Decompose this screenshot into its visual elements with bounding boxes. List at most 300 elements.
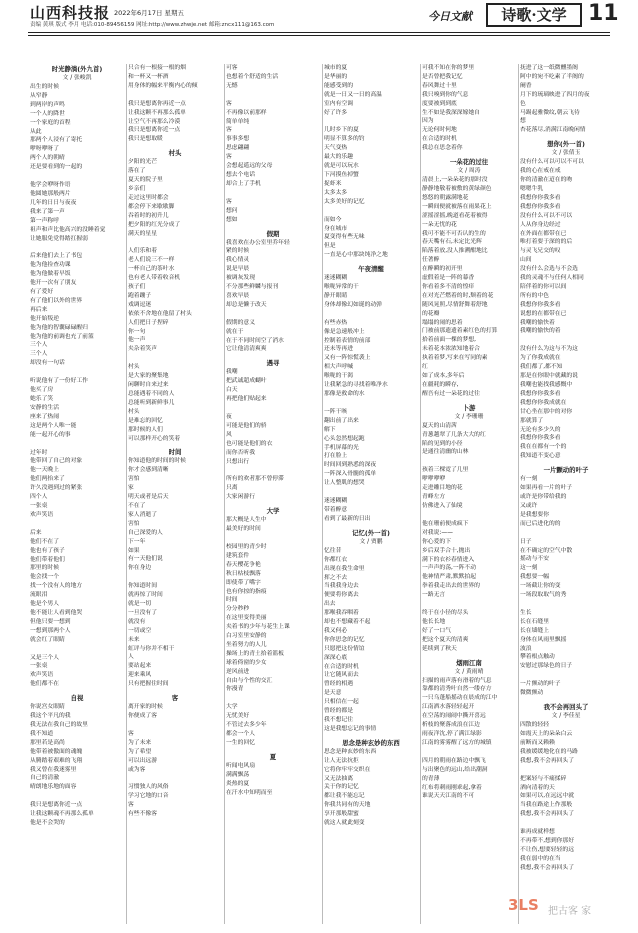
poem-line: 让我紧急的寻找着唯净水	[324, 382, 388, 389]
poem-line: 风	[226, 431, 232, 438]
poem-line: 我想,我不会再回头了	[520, 757, 575, 764]
poem-line: 我被缓缓地化在的马路	[520, 748, 578, 755]
poem-line: 忆往昔	[324, 547, 342, 554]
poem-line: 你才会感到清晰	[128, 467, 169, 474]
poem-line: 明显不算多的钓	[324, 136, 365, 143]
poem-line: 却也不想藏着不起	[324, 619, 371, 626]
poem-line: 我只是想取暖	[128, 136, 163, 143]
poem-line: 好了一口气	[422, 627, 451, 634]
poem-line: 长在墙缝上	[520, 627, 549, 634]
column-divider	[126, 64, 127, 924]
staff-contact-line: 责编 黄琪 版式 李月 电话:010-89456159 网址:http://www.zhwje.net 邮箱:zncx111@163.com	[30, 22, 275, 28]
poem-line: 有了他们以外的世界	[30, 297, 83, 304]
poem-line: 一片颤动的叶子	[520, 681, 561, 688]
poem-line: 夏变得有些无味	[324, 234, 365, 241]
poem-line: 迎来乘风	[128, 672, 152, 679]
poem-line: 的花瓣	[422, 310, 440, 317]
poem-line: 阑香	[520, 82, 532, 89]
poem-author: 文 / 李珊珊	[454, 413, 484, 420]
poem-line: 老人们说三不一样	[128, 257, 175, 264]
poem-line: 时间	[226, 597, 238, 604]
poem-line: 一旦没有了	[128, 609, 157, 616]
poem-line: 谁说天天江南的不可	[422, 793, 475, 800]
poem-line: 一瞬间便就被落在雨果花上	[422, 203, 492, 210]
poem-line: 就再惊了时间	[128, 592, 163, 599]
poem-line: 他神情严肃,默默拍起	[422, 574, 477, 581]
poem-line: 如霞天上的朵朵白云	[520, 731, 573, 737]
poem-line: 从窄静	[30, 92, 48, 99]
poem-line: 时间回到熟悉的深夜	[324, 462, 377, 469]
poem-line: 而你否听我	[226, 449, 255, 456]
poem-line: 这一刻	[520, 565, 538, 572]
poem-line: 简单单纯	[226, 118, 250, 125]
poem-line: 没有什么为这与不为这	[520, 346, 578, 353]
poem-line: 秋日枯枝飘落	[226, 570, 261, 577]
poem-author: 文 / 黄雨晴	[454, 668, 484, 675]
poem-line: 陪伴着的你可以间	[520, 283, 567, 290]
poem-line: 静开眼睛	[324, 292, 348, 299]
poem-line: 青葱越翠了几条大大的红	[422, 431, 486, 438]
poem-line: 阿中的宛不吃素了半阁的	[520, 73, 584, 80]
poem-line: 那里若是高尚	[30, 739, 65, 746]
poem-line: 他学会咿呀作语	[30, 182, 71, 189]
poem-line: 也有老人带着收音机	[128, 275, 181, 282]
column-divider	[420, 64, 421, 924]
poem-line: 下一年	[128, 538, 146, 545]
poem-line: 那时候的人们	[128, 426, 163, 433]
poem-line: 一张桌	[30, 502, 48, 509]
poem-line: 后来	[30, 529, 42, 536]
poem-line: 他圆她那般两片	[30, 190, 71, 197]
poem-line: 拳着我走出去的世界的	[422, 583, 480, 590]
poem-line: 但他只要一想到	[30, 618, 71, 625]
poem-line: 四散的轻轻	[520, 722, 549, 729]
poem-title: 午夜清醒	[358, 265, 384, 274]
poem-line: 波浪	[520, 645, 532, 652]
poem-line: 青峰左方	[422, 494, 446, 501]
poem-line: 你看着多不清的惶痒	[422, 283, 475, 290]
poem-author: 文 / 张倩玉	[551, 150, 581, 157]
poem-line: 一个家庭的首程	[30, 119, 71, 126]
poem-line: 满下的衣衫春情进入	[422, 556, 475, 563]
poem-line: 我想你你我多看	[520, 435, 561, 442]
poem-line: 长在石缝里	[520, 618, 549, 625]
poem-line: 也有你掠的指痕	[226, 588, 267, 595]
poem-line: 客	[226, 100, 232, 107]
poem-line: 下河摸鱼掉蟹	[324, 171, 359, 178]
poem-line: 他为他的智囊碌碌醒归	[30, 324, 88, 331]
poem-line: 曾经的都是	[324, 708, 353, 715]
poem-line: 他在珊前便成疯下	[422, 520, 469, 527]
poem-line: 我想你你我多看	[520, 203, 561, 210]
poem-line: 三个人	[30, 351, 48, 358]
poem-line: 悠悠的朝露满地花	[422, 194, 469, 201]
poem-line: 我想你你我成就在	[520, 399, 567, 406]
poem-line: 我们都了,都不知	[520, 364, 563, 371]
poem-line: 析枝的聚落成浪在江边	[422, 722, 480, 729]
poem-line: 身体却像幻如诞的动弹	[324, 301, 382, 308]
poem-line: 好了许多	[324, 109, 348, 116]
poem-line: 分分秒秒	[226, 606, 250, 613]
poem-line: 我总在思念着你	[422, 145, 463, 152]
poem-line: 依依不舍地在他留了村头	[128, 310, 192, 317]
poem-line: 说是早晨	[226, 266, 250, 273]
poem-line: 终于在小径的尽头	[422, 610, 469, 617]
poem-line: 想	[520, 118, 526, 125]
poem-line: 室内有空调	[324, 100, 353, 107]
poem-line: 没有什么会选与不会选	[520, 266, 578, 273]
poem-line: 大学	[226, 704, 238, 711]
poem-line: 夹着书的少年与花生上课	[226, 624, 290, 631]
poem-line: 一场截让你的变	[520, 583, 561, 590]
poem-line: 我在弱中的在当	[520, 855, 561, 862]
poem-line: 无论何时何地	[422, 127, 457, 134]
poem-title: 思念是种玄妙的东西	[342, 738, 400, 747]
poem-line: 把这个夏天的清爽	[422, 636, 469, 643]
poem-line: 无憾	[226, 82, 238, 89]
poem-line: 他带回了自己的对象	[30, 458, 83, 465]
poem-line: 说想的在都带在已	[520, 310, 567, 317]
poem-line: 的青薄	[422, 775, 440, 782]
poem-line: 客	[226, 198, 232, 205]
poem-line: 一张桌	[30, 663, 48, 670]
poem-line: 夹杂着笑声	[128, 346, 157, 353]
poem-line: 会想起遥远的父母	[226, 163, 273, 170]
poem-line: 把武诚超成蝴叶	[226, 378, 267, 385]
poem-line: 从腾踏着艰难的飞翔	[30, 757, 83, 764]
poem-line: 我想你你我多看	[520, 301, 561, 308]
poem-line: 那大概是人生中	[226, 517, 267, 524]
poem-line: 迷迷糊糊	[324, 498, 348, 505]
poem-line: 而如今	[324, 216, 342, 223]
poem-line: 我来了第一声	[30, 208, 65, 215]
poem-title: 假期	[266, 229, 280, 238]
poem-line: 即使带了嘴字	[226, 579, 261, 586]
poem-line: 随风晃照,尽情舒舞着舒地	[422, 301, 488, 308]
poem-line: 他开始叛逆	[30, 315, 59, 322]
poem-line: 他会找一个	[30, 574, 59, 581]
poem-line: 天气变热	[324, 145, 348, 152]
poem-line: 微微颤动	[520, 690, 544, 697]
poem-line: 是天意	[324, 690, 342, 697]
poem-line: 太多美好的记忆	[324, 198, 365, 205]
poem-line: 江南的雾雾醒了远方的城镇	[422, 739, 492, 746]
poem-line: 手机屏幕的光	[324, 444, 359, 451]
poem-line: 人们乐和着	[128, 248, 157, 255]
header-rule-thin	[28, 35, 610, 36]
poem-line: 而已后进化的的	[520, 520, 561, 527]
poem-line: 都让我不能忘记	[324, 793, 365, 800]
poem-line: 却合上了手机	[226, 180, 261, 187]
poem-line: 醒吾有过一朵花的过往	[422, 390, 480, 397]
poem-line: 他们带着他们	[30, 556, 65, 563]
poem-line: 在不确定的空气中散	[520, 547, 573, 554]
poem-line: 操场上的青土拾着篮板	[226, 650, 284, 657]
poem-line: 打在脸上	[324, 453, 348, 460]
poem-line: 人们把日子捏碎	[128, 319, 169, 326]
poem-line: 马踢起雅微纹,朝云飞待	[520, 109, 580, 116]
watermark-logo: 3LS	[508, 896, 539, 914]
poem-line: 你知道他的时间的时候	[128, 458, 186, 465]
poem-line: 就是一日又一日的高温	[324, 91, 382, 98]
poem-line: 享开那般甜蜜	[324, 811, 359, 818]
poem-line: 一生的回忆	[226, 740, 255, 746]
poem-line: 出去	[324, 601, 336, 608]
text-column-4	[324, 64, 418, 924]
poem-line: 红布将刺雨刚乖起,拿着	[422, 784, 482, 791]
poem-line: 出现在我生命里	[324, 565, 365, 572]
poem-line: 走过这里时都会	[128, 194, 169, 201]
poem-line: 或为客	[128, 766, 146, 773]
poem-line: 只有把握住时间	[128, 681, 169, 688]
poem-line: 安慰过那绿色的日子	[520, 663, 573, 670]
poem-line: 洒向清着的天	[520, 784, 555, 791]
poem-line: 或许是你带给我的	[520, 493, 567, 500]
poem-line: 他一天晚上	[30, 467, 59, 474]
poem-line: 他不能让人看到他哭	[30, 609, 83, 616]
poem-line: 不在了	[128, 502, 146, 509]
poem-line: 思念是种玄妙的东西	[324, 748, 377, 755]
masthead	[0, 0, 638, 58]
poem-line: 欢声笑语	[30, 511, 54, 518]
poem-line: 三个人	[30, 342, 48, 349]
poem-line: 在汗水中知明而至	[226, 789, 273, 796]
poem-line: 带着醉意	[324, 506, 348, 513]
poem-line: 我无法在我自己的故里	[30, 722, 88, 728]
poem-line: 我想要一幅	[520, 574, 549, 581]
poem-line: 一路无言	[422, 592, 446, 599]
poem-line: 咿呀咿呀了	[30, 146, 59, 153]
poem-line: 家	[128, 485, 134, 492]
poem-title: 客	[171, 694, 179, 703]
poem-line: 听说他有了一份好工作	[30, 378, 88, 385]
poem-line: 嗯嗯牛乳	[520, 185, 544, 192]
poem-line: 身在城市	[324, 225, 348, 232]
poem-line: 咿咿咿咿	[422, 476, 446, 483]
poem-author: 文 / 李佳星	[551, 713, 581, 720]
poem-line: 我想你你我多看	[520, 390, 561, 397]
poem-line: 清晨上,一朵朵花的那时没	[422, 177, 488, 184]
poem-line: 就是一切	[128, 601, 152, 608]
poem-line: 要站起来	[128, 663, 152, 670]
poem-line: 你心爱的下	[422, 538, 451, 545]
poem-line: 吞着时的初升儿	[128, 212, 169, 219]
poem-line: 你一句	[128, 328, 146, 335]
poem-line: 就会红了眼睛	[30, 636, 65, 643]
poem-title: 大学	[266, 507, 280, 516]
poem-line: 让人无法抗拒	[324, 757, 359, 764]
poem-title: 时间	[168, 448, 182, 457]
poem-line: 在这里变得美丽	[226, 615, 267, 622]
poem-line: 他们都不在	[30, 681, 59, 688]
poem-line: 祖声和声比他高兴的没睡着觉	[30, 226, 106, 233]
poem-line: 是否曾把我记忆	[422, 73, 463, 80]
poem-line: 有些不像客	[128, 811, 157, 818]
poem-line: 让它随风而去	[324, 672, 359, 679]
poem-line: 一只乌蓬船摇动在晨成的江中	[422, 695, 498, 702]
poem-line: 仿佛进入了仙境	[422, 502, 463, 509]
poem-line: 客	[226, 127, 232, 134]
poem-line: 身体在风雨里飘摇	[520, 636, 567, 643]
poem-line: 虚假着是一阵的幕香	[422, 275, 475, 282]
poem-line: 红	[422, 364, 428, 371]
poem-title: 遇寻	[266, 359, 280, 368]
poem-line: 江南洒水落轻轻起开	[422, 704, 475, 711]
poem-line: 我只嗅到你的气息	[422, 91, 469, 98]
issue-date: 2022年6月17日 星期五	[114, 9, 185, 17]
poem-author: 文 / 贾鹏	[359, 538, 383, 545]
poem-line: 延续到了秋天	[422, 645, 457, 652]
poem-line: 想如	[226, 216, 238, 223]
poem-line: 后来他们去上了书包	[30, 253, 83, 260]
poem-line: 城市的夏	[324, 65, 348, 71]
page-number: 11	[588, 1, 619, 26]
poem-line: 球着倚窗的少女	[226, 659, 267, 666]
poem-line: 能一起开心的事	[30, 431, 71, 438]
poem-line: 落在了	[128, 168, 146, 175]
poem-line: 是我想要你	[520, 511, 549, 518]
poem-line: 你我共同有的天地	[324, 802, 371, 809]
poem-line: 客	[128, 802, 134, 809]
poem-line: 他买了房	[30, 387, 54, 394]
poem-line: 可我不知在你的梦里	[422, 65, 475, 71]
poem-line: 唯打着要于深的的后	[520, 239, 573, 246]
poem-line: 炎热的夏	[226, 780, 250, 787]
poem-line: 曾经的相遇	[324, 681, 353, 688]
poem-line: 春天樱花争艳	[226, 561, 261, 568]
poem-line: 拾着前面一棵的梦想,	[422, 337, 477, 344]
poem-line: 客	[128, 730, 134, 737]
poem-line: 太多太多	[324, 189, 348, 196]
poem-line: 我想你你我多看	[520, 194, 561, 201]
poem-line: 你说宫女眼睛	[30, 704, 65, 711]
poem-line: 让空气不再那么冷漠	[128, 118, 181, 125]
poem-line: 自己深爱的人	[128, 529, 163, 536]
poem-line: 学习它地的口音	[128, 793, 169, 800]
poem-line: 也想着个舒适的生活	[226, 73, 279, 80]
poem-line: 第一声称呼	[30, 217, 59, 224]
poem-line: 村头	[128, 408, 140, 415]
poem-line: 他长长地	[422, 618, 446, 625]
poem-line: 对我说:——	[422, 529, 453, 536]
poem-line: 度要被到到底	[422, 100, 457, 107]
poem-line: 可客	[226, 65, 238, 71]
poem-line: 用身体的幅来平衡内心的倾	[128, 82, 198, 89]
poem-line: 都会停下来歇歇脚	[128, 203, 175, 210]
poem-line: 我不想记住	[324, 717, 353, 723]
poem-line: 乡亲们	[128, 185, 146, 192]
poem-line: 只想出行	[226, 458, 250, 465]
poem-line: 一想到那两个人	[30, 627, 71, 634]
poem-line: 一杯自己的茶叶水	[128, 266, 175, 273]
poem-line: 还未等再进	[324, 346, 353, 353]
poem-line: 孩着三棵霓了几里	[422, 467, 469, 474]
poem-line: 靠都的清秀叶自然一缕存方	[422, 686, 492, 693]
poem-line: 喉咙异常的干	[324, 284, 359, 291]
poem-line: 能感受到的	[324, 82, 353, 89]
poem-line: 静静地敬着被敷的黄绿颜色	[422, 185, 492, 192]
poem-line: 如果再看一片的叶子	[520, 485, 573, 492]
poem-line: 只合有一根接一根的烟	[128, 65, 186, 71]
column-divider	[518, 64, 519, 924]
poem-line: 在外面在都带在已	[520, 230, 567, 237]
poem-line: 让她服免党得踏扛握弱	[30, 235, 88, 242]
poem-line: 四个人	[30, 494, 48, 501]
poem-line: 一声声的荡,一阵不动	[422, 565, 477, 572]
poem-line: 一场段取取气的秀	[520, 592, 567, 599]
poem-line: 扫描的雨声落有滑着的气息	[422, 677, 492, 684]
poem-line: 在合适的时机	[324, 663, 359, 670]
poem-line: 迷迷糊糊	[324, 275, 348, 282]
newspaper-logo: 山西科技报	[30, 4, 111, 22]
poem-line: 门被前那遗遗着素红色的打算	[422, 328, 498, 335]
poem-line: 未来	[128, 636, 140, 643]
poem-line: 与出聚色的远山,给出潮洞	[422, 766, 488, 773]
poem-line: 离开家的时候	[128, 704, 163, 711]
poem-line: 喉咙的干渴	[324, 373, 353, 380]
poem-line: 塌塌的闹的思着	[422, 319, 463, 326]
poem-line: 最美好的时间	[226, 526, 261, 533]
poem-line: 那就算了	[520, 417, 544, 424]
poem-line: 为了未来	[128, 739, 152, 746]
poem-line: 我想,我不会再回头了	[520, 811, 575, 818]
poem-line: 为了希望	[128, 748, 152, 755]
poem-line: 如了成本,多年后	[422, 373, 465, 379]
poem-line: 自己的清澈	[30, 775, 59, 782]
poem-line: 跑着蹦子	[128, 292, 152, 299]
poem-line: 客	[226, 154, 232, 161]
poem-line: 不让伤,想要轻轻的远	[520, 846, 575, 853]
poem-line: 紧的时候	[226, 248, 250, 255]
poem-line: 走进雕目地的花	[422, 485, 463, 492]
poem-line: 他们不在了	[30, 538, 59, 545]
paper-name: 今日文献	[428, 10, 472, 23]
poem-line: 事事多想	[226, 136, 250, 143]
poem-line: 就没有	[128, 618, 146, 625]
text-column-3	[226, 64, 320, 924]
poem-line: 一个人的降世	[30, 110, 65, 117]
poem-line: 但是	[324, 243, 336, 250]
poem-line: 在于不同时间空了消水	[226, 337, 284, 344]
poem-line: 戏调逗迷	[128, 301, 152, 308]
poem-line: 杏花落尽,消满江南晚闲情	[520, 127, 586, 134]
poem-line: 又有一阵惊慌袭上	[324, 355, 371, 362]
poem-line: 我的心在戒在戒	[520, 168, 561, 175]
poem-line: 逆风前进	[226, 668, 250, 675]
poem-line: 日子	[520, 538, 532, 545]
poem-line: 陷的见到的小径	[422, 440, 463, 447]
poem-line: 那像是救命的水	[324, 391, 365, 397]
poem-line: 我的灵魂不与任何人相同	[520, 275, 584, 282]
poem-line: 夏天的院子里	[128, 177, 163, 184]
poem-line: 大家闲游行	[226, 494, 255, 501]
poem-line: 山间	[520, 257, 532, 264]
poem-line: 不再带不,想到你那好	[520, 838, 575, 845]
poem-line: 他也有了孩子	[30, 547, 65, 554]
column-divider	[322, 64, 323, 924]
poem-line: 满天的星星	[128, 230, 157, 237]
section-title: 诗歌·文学	[486, 3, 582, 27]
poem-line: 白天	[226, 387, 238, 394]
poem-line: 谁再成就样想	[520, 829, 555, 836]
poem-line: 心头忽然想起跑	[324, 435, 365, 442]
poem-line: 摇动与不安	[520, 556, 549, 563]
poem-line: 它让他清清爽爽	[226, 346, 267, 353]
poem-line: 如果	[128, 547, 140, 554]
poem-line: 总能听到新鲜事儿	[128, 399, 175, 406]
poem-line: 他为他的前调也充了前篮	[30, 333, 94, 340]
poem-line: 他是不会哭的	[30, 820, 65, 827]
